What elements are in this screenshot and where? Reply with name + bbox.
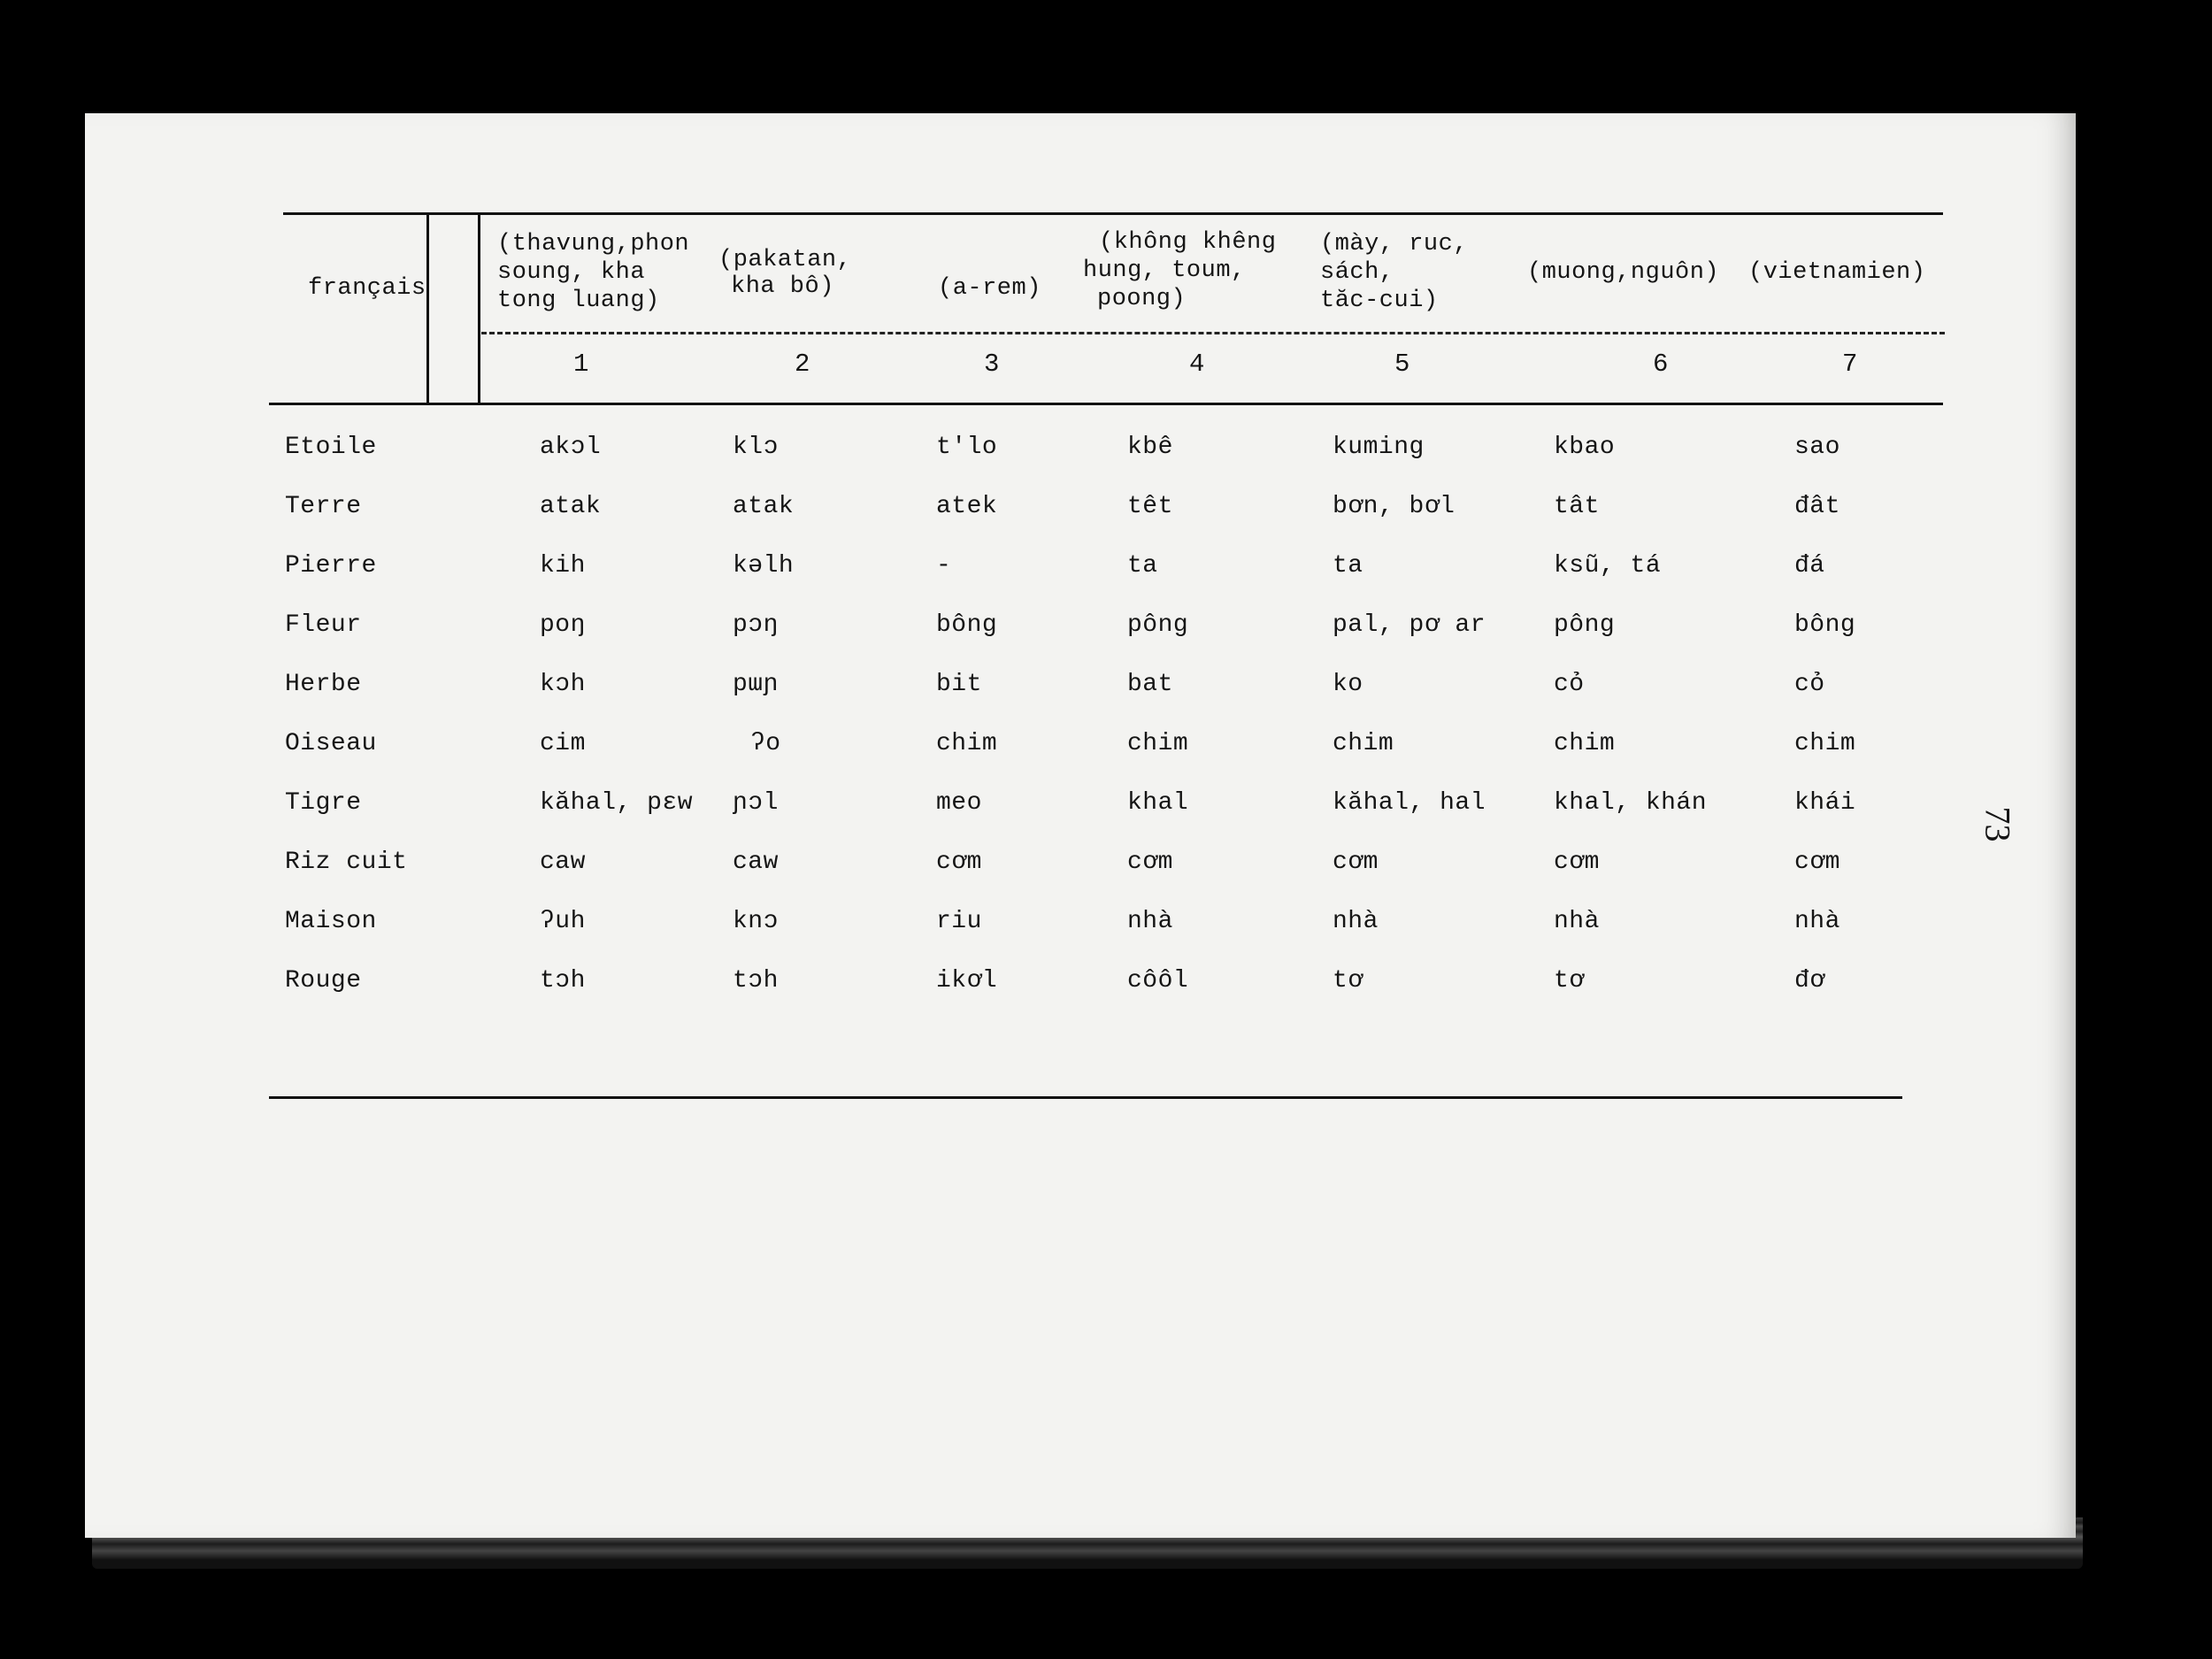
column-number: 4 (1189, 349, 1205, 379)
table-cell: tât (1554, 493, 1600, 520)
table-cell: - (936, 552, 952, 580)
table-cell: kbao (1554, 434, 1616, 461)
table-cell: klɔ (733, 434, 779, 461)
table-cell: ksũ, tá (1554, 552, 1662, 580)
table-cell: pɔŋ (733, 611, 779, 639)
table-cell: kih (540, 552, 586, 580)
column-4-header-line: (không khêng (1099, 229, 1277, 256)
table-cell: atek (936, 493, 998, 520)
column-7-header-line: (vietnamien) (1748, 259, 1926, 286)
table-cell: meo (936, 789, 982, 817)
table-cell: ʔo (750, 730, 781, 757)
column-3-header-line: (a-rem) (938, 275, 1041, 302)
table-cell: cơm (1127, 849, 1173, 876)
table-cell: pɯɲ (733, 671, 779, 698)
header-inner-divider (478, 212, 480, 405)
table-cell: cơm (1794, 849, 1840, 876)
table-cell: kbê (1127, 434, 1173, 461)
table-bottom-rule (269, 1096, 1902, 1099)
row-french-word: Tigre (285, 789, 362, 817)
table-cell: bat (1127, 671, 1173, 698)
table-cell: ta (1127, 552, 1158, 580)
table-cell: cơm (1554, 849, 1600, 876)
row-french-word: Terre (285, 493, 362, 520)
table-cell: kuming (1333, 434, 1425, 461)
table-cell: cim (540, 730, 586, 757)
table-cell: ɲɔl (733, 789, 779, 817)
column-number: 1 (573, 349, 589, 379)
column-5-header-line: (mày, ruc, (1320, 231, 1469, 257)
table-cell: đá (1794, 552, 1825, 580)
column-2-header-line: kha bô) (731, 273, 834, 300)
table-cell: tɔh (733, 967, 779, 995)
table-cell: têt (1127, 493, 1173, 520)
table-cell: đât (1794, 493, 1840, 520)
row-french-word: Pierre (285, 552, 377, 580)
table-cell: đơ (1794, 967, 1825, 995)
table-cell: ʔuh (540, 908, 586, 935)
table-cell: tơ (1333, 967, 1363, 995)
table-cell: caw (540, 849, 586, 876)
table-cell: chim (936, 730, 998, 757)
table-cell: sao (1794, 434, 1840, 461)
row-french-word: Fleur (285, 611, 362, 639)
table-cell: cơm (936, 849, 982, 876)
column-4-header-line: poong) (1097, 286, 1187, 312)
page-number: 73 (1978, 806, 2018, 842)
table-cell: atak (540, 493, 602, 520)
table-cell: ikơl (936, 967, 998, 995)
table-cell: kɔh (540, 671, 586, 698)
table-cell: t'lo (936, 434, 998, 461)
table-cell: chim (1333, 730, 1394, 757)
column-2-header-line: (pakatan, (718, 247, 852, 273)
table-cell: kəlh (733, 552, 795, 580)
row-french-word: Maison (285, 908, 377, 935)
table-cell: cỏ (1554, 671, 1585, 698)
table-cell: caw (733, 849, 779, 876)
row-french-word: Riz cuit (285, 849, 408, 876)
table-cell: cơm (1333, 849, 1379, 876)
column-number: 7 (1842, 349, 1858, 379)
table-cell: chim (1127, 730, 1189, 757)
header-bottom-rule (269, 403, 1943, 405)
table-top-rule (283, 212, 1943, 215)
table-cell: kăhal, hal (1333, 789, 1486, 817)
table-cell: khal (1127, 789, 1189, 817)
column-number: 5 (1394, 349, 1410, 379)
column-1-header-line: soung, kha (497, 259, 646, 286)
header-dashed-rule (481, 332, 1945, 334)
table-cell: nhà (1794, 908, 1840, 935)
book-page (85, 113, 2076, 1538)
table-cell: atak (733, 493, 795, 520)
column-1-header-line: (thavung,phon (497, 231, 690, 257)
table-cell: bơn, bơl (1333, 493, 1455, 520)
column-5-header-line: sách, (1320, 259, 1394, 286)
table-cell: tɔh (540, 967, 586, 995)
table-cell: bit (936, 671, 982, 698)
table-cell: ko (1333, 671, 1363, 698)
table-cell: chim (1794, 730, 1856, 757)
row-french-word: Etoile (285, 434, 377, 461)
label-column-divider (426, 212, 429, 405)
table-cell: nhà (1554, 908, 1600, 935)
table-cell: bông (936, 611, 998, 639)
table-cell: poŋ (540, 611, 586, 639)
table-cell: pông (1127, 611, 1189, 639)
table-cell: riu (936, 908, 982, 935)
row-french-word: Rouge (285, 967, 362, 995)
table-cell: khal, khán (1554, 789, 1708, 817)
column-number: 6 (1653, 349, 1669, 379)
row-french-word: Oiseau (285, 730, 377, 757)
column-1-header-line: tong luang) (497, 288, 660, 314)
table-cell: bông (1794, 611, 1856, 639)
column-4-header-line: hung, toum, (1083, 257, 1246, 284)
table-cell: côôl (1127, 967, 1189, 995)
table-cell: kăhal, pɛw (540, 789, 694, 817)
table-cell: chim (1554, 730, 1616, 757)
column-number: 3 (984, 349, 1000, 379)
table-cell: cỏ (1794, 671, 1825, 698)
header-label: français (308, 275, 426, 302)
table-cell: nhà (1333, 908, 1379, 935)
table-cell: ta (1333, 552, 1363, 580)
column-5-header-line: tăc-cui) (1320, 288, 1439, 314)
table-cell: pal, pơ ar (1333, 611, 1486, 639)
table-cell: khái (1794, 789, 1856, 817)
table-cell: akɔl (540, 434, 602, 461)
table-cell: tơ (1554, 967, 1585, 995)
table-cell: pông (1554, 611, 1616, 639)
table-cell: nhà (1127, 908, 1173, 935)
table-cell: knɔ (733, 908, 779, 935)
column-number: 2 (795, 349, 810, 379)
row-french-word: Herbe (285, 671, 362, 698)
column-6-header-line: (muong,nguôn) (1527, 259, 1720, 286)
